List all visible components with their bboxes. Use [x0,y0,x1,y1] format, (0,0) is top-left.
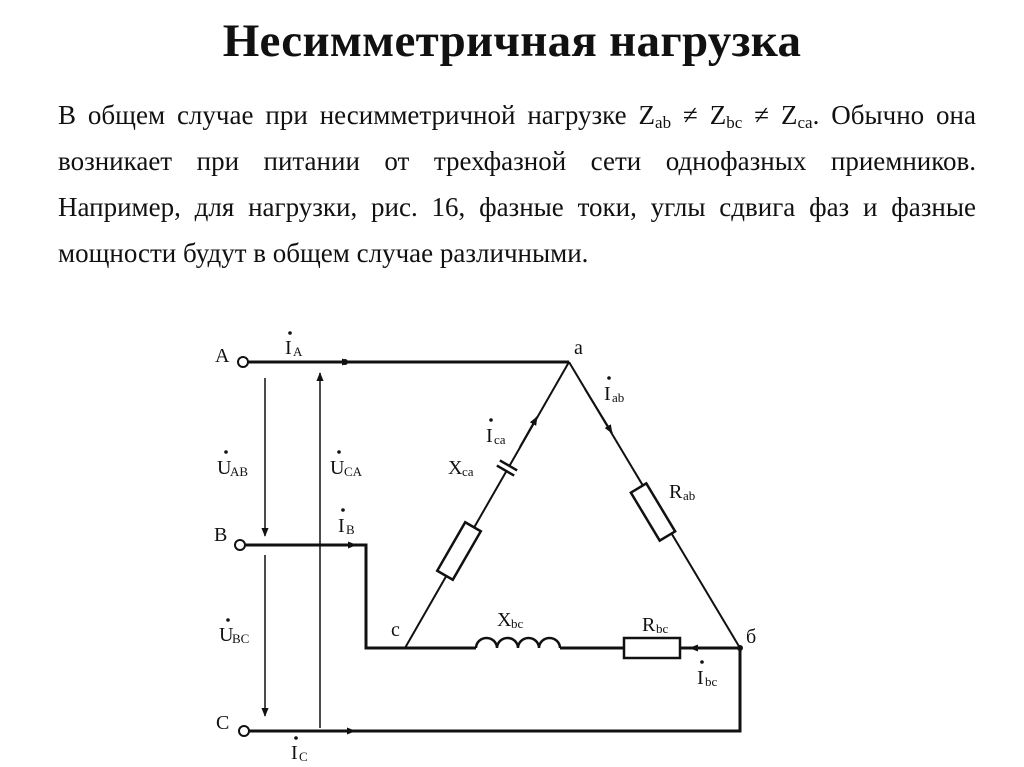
z-ca: $Z_{ca}$ [780,100,813,132]
current-ab-label [604,376,624,405]
svg-text:ab: ab [612,390,625,405]
voltage-ab-label [217,450,248,479]
svg-text:bc: bc [705,674,718,689]
inductor-bc [476,636,560,650]
svg-text:AB: AB [230,464,249,479]
current-ca-arrow [520,417,537,447]
component-rab-label [669,481,695,503]
svg-text:R: R [669,481,683,503]
terminal-b-node [235,540,245,550]
terminal-b-label: B [214,524,228,546]
svg-text:I: I [486,425,493,447]
node-b-label: б [746,626,757,648]
terminal-c-node [239,726,249,736]
slide-title: Несимметричная нагрузка [222,15,802,67]
component-xbc-label [497,609,524,631]
svg-text:I: I [697,667,704,689]
resistor-bc [624,638,680,658]
svg-text:I: I [604,383,611,405]
svg-text:ca: ca [494,432,506,447]
svg-text:I: I [285,337,292,359]
svg-text:bc: bc [511,616,524,631]
paragraph-rest: . Обычно она возникает при питании от трехфазной сети однофазных приемников. Например, для нагрузки, рис. 16, фазные токи, углы сдвига фаз и фазные мощности будут в общем случае различными. [58,100,976,268]
terminal-a-label: A [215,345,230,367]
svg-text:A: A [293,344,303,359]
svg-text:X: X [497,609,512,631]
svg-text:ca: ca [462,464,474,479]
current-c-label [291,736,308,764]
node-c-label: c [391,619,400,641]
svg-text:C: C [299,749,308,764]
component-xca-label [448,457,474,479]
wire-b [245,545,405,648]
svg-text:R: R [642,614,656,636]
svg-text:BC: BC [232,631,250,646]
svg-text:U: U [330,457,345,479]
svg-text:B: B [346,522,355,537]
capacitor-ca [497,460,517,475]
z-bc: $Z_{bc}$ [709,100,743,132]
neq-sign-2: ≠ [754,100,770,130]
branch-ca-wire [405,362,569,648]
svg-text:bc: bc [656,621,669,636]
svg-text:X: X [448,457,463,479]
voltage-bc-label [219,618,249,646]
voltage-ca-label [330,450,363,479]
node-b-junction [737,645,743,651]
terminal-a-node [238,357,248,367]
component-rbc-label [642,614,669,636]
svg-text:I: I [291,742,298,764]
paragraph-intro: В общем случае при несимметричной нагрузке [58,100,627,130]
svg-text:CA: CA [344,464,363,479]
svg-text:U: U [219,624,234,646]
svg-text:I: I [338,515,345,537]
svg-text:ab: ab [683,488,696,503]
svg-text:U: U [217,457,232,479]
node-a-label: a [574,337,583,359]
resistor-ca [437,522,481,579]
current-bc-label [697,660,718,689]
z-ab: $Z_{ab}$ [638,100,672,132]
neq-sign-1: ≠ [683,100,698,130]
wire-c [249,648,740,731]
current-b-label [338,508,355,537]
terminal-c-label: C [216,712,230,734]
current-a-label [285,331,303,359]
current-ca-label [486,418,506,447]
